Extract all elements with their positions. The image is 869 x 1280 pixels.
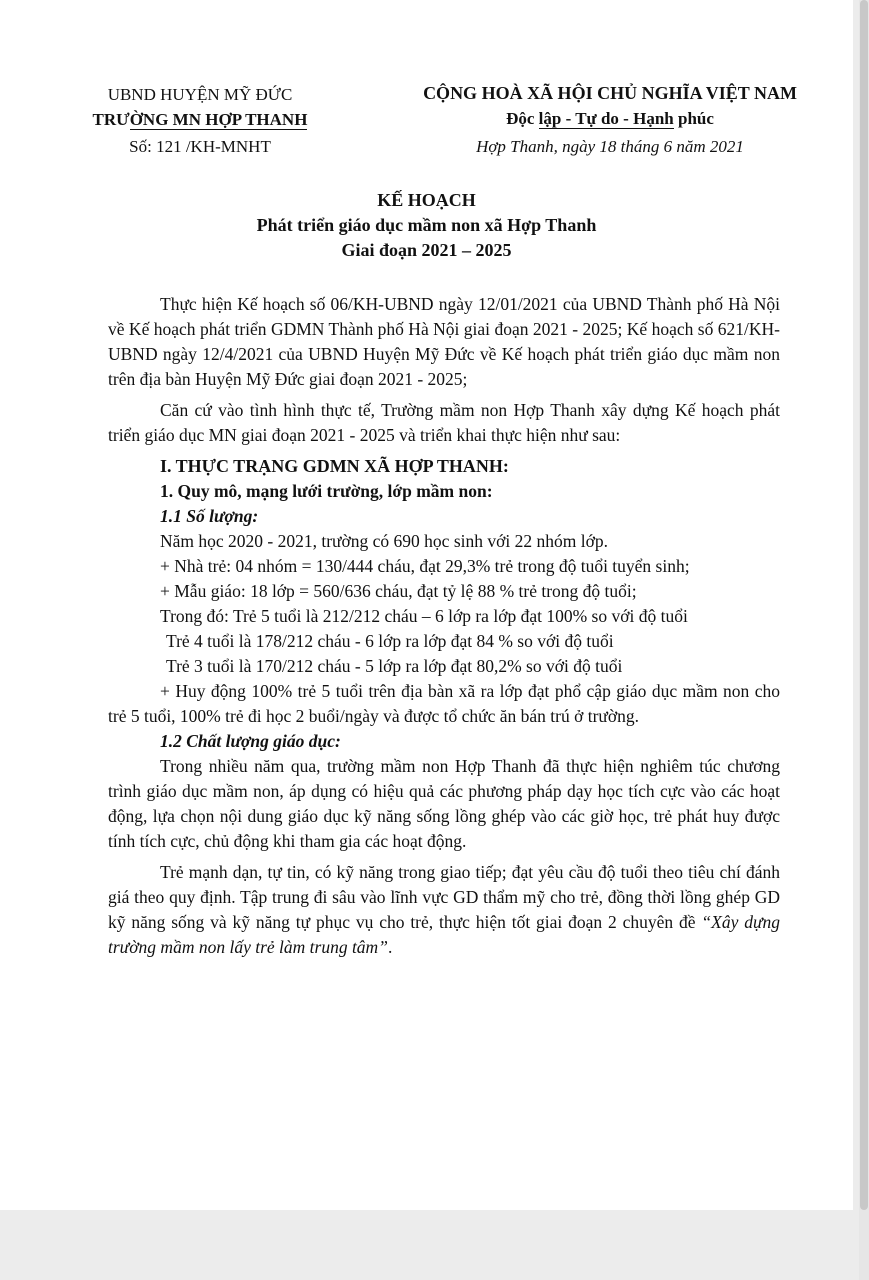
- scrollbar[interactable]: [859, 0, 869, 1280]
- text-line: Năm học 2020 - 2021, trường có 690 học sinh với 22 nhóm lớp.: [160, 531, 608, 551]
- school-name: [50, 107, 350, 132]
- document-title: [0, 188, 853, 263]
- paragraph: Căn cứ vào tình hình thực tế, Trường mầm non Hợp Thanh xây dựng Kế hoạch phát triển giáo dục MN giai đoạn 2021 - 2025 và triển khai thực hiện như sau:: [108, 400, 780, 445]
- text-line: Trẻ 4 tuổi là 178/212 cháu - 6 lớp ra lớp đạt 84 % so với độ tuổi: [166, 631, 614, 651]
- motto-underlined: lập - Tự do - Hạnh: [538, 109, 674, 128]
- subsubsection-heading: 1.1 Số lượng:: [160, 506, 259, 526]
- subsection-heading: 1. Quy mô, mạng lưới trường, lớp mầm non:: [160, 481, 493, 501]
- text-line: + Nhà trẻ: 04 nhóm = 130/444 cháu, đạt 29,3% trẻ trong độ tuổi tuyển sinh;: [160, 556, 690, 576]
- place-date: Hợp Thanh, ngày 18 tháng 6 năm 2021: [476, 137, 744, 156]
- motto-part: Độc: [506, 109, 539, 128]
- paragraph: [108, 860, 780, 960]
- text-line: + Mẫu giáo: 18 lớp = 560/636 cháu, đạt tỷ lệ 88 % trẻ trong độ tuổi;: [160, 581, 637, 601]
- title-main: KẾ HOẠCH: [377, 190, 476, 210]
- paragraph: + Huy động 100% trẻ 5 tuổi trên địa bàn xã ra lớp đạt phổ cập giáo dục mầm non cho trẻ 5 tuổi, 100% trẻ đi học 2 buổi/ngày và được tổ chức ăn bán trú ở trường.: [108, 681, 780, 726]
- document-number: Số: 121 /KH-MNHT: [129, 137, 271, 156]
- paragraph: Trong nhiều năm qua, trường mầm non Hợp Thanh đã thực hiện nghiêm túc chương trình giáo dục mầm non, áp dụng có hiệu quả các phương pháp dạy học tích cực vào các hoạt động, lựa chọn nội dung giáo dục kỹ năng sống lồng ghép vào các giờ học, trẻ phát huy được tính tích cực, chủ động khi tham gia các hoạt động.: [108, 756, 780, 851]
- document-body: [108, 292, 780, 960]
- page-gap: [0, 1210, 869, 1280]
- paragraph: Thực hiện Kế hoạch số 06/KH-UBND ngày 12/01/2021 của UBND Thành phố Hà Nội về Kế hoạch phát triển GDMN Thành phố Hà Nội giai đoạn 2021 - 2025; Kế hoạch số 621/KH-UBND ngày 12/4/2021 của UBND Huyện Mỹ Đức về Kế hoạch phát triển giáo dục mầm non trên địa bàn Huyện Mỹ Đức giai đoạn 2021 - 2025;: [108, 294, 780, 389]
- subsubsection-heading: 1.2 Chất lượng giáo dục:: [160, 731, 341, 751]
- school-name-underlined: ỜNG MN HỢP THANH: [129, 110, 308, 129]
- authority-name: UBND HUYỆN MỸ ĐỨC: [107, 85, 293, 104]
- text-line: Trẻ 3 tuổi là 170/212 cháu - 5 lớp ra lớp đạt 80,2% so với độ tuổi: [166, 656, 623, 676]
- scrollbar-thumb[interactable]: [860, 0, 868, 1210]
- text-line: Trong đó: Trẻ 5 tuổi là 212/212 cháu – 6 lớp ra lớp đạt 100% so với độ tuổi: [160, 606, 688, 626]
- paragraph-text: Trẻ mạnh dạn, tự tin, có kỹ năng trong giao tiếp; đạt yêu cầu độ tuổi theo tiêu chí đánh giá theo quy định. Tập trung đi sâu vào lĩnh vực GD thẩm mỹ cho trẻ, đồng thời lồng ghép GD kỹ năng sống và kỹ năng tự phục vụ cho trẻ, thực hiện tốt giai đoạn 2 chuyên đề: [108, 862, 780, 932]
- section-heading: I. THỰC TRẠNG GDMN XÃ HỢP THANH:: [160, 456, 509, 476]
- national-motto-block: [375, 80, 845, 160]
- quoted-topic: “Xây dựng trường mầm non lấy trẻ làm trung tâm”: [108, 912, 780, 957]
- paragraph-text: .: [387, 937, 393, 957]
- country-name: CỘNG HOÀ XÃ HỘI CHỦ NGHĨA VIỆT NAM: [423, 83, 797, 103]
- school-name-part: TRƯ: [92, 110, 130, 129]
- title-period: Giai đoạn 2021 – 2025: [341, 240, 512, 260]
- title-subject: Phát triển giáo dục mầm non xã Hợp Thanh: [256, 215, 597, 235]
- motto: [375, 106, 845, 132]
- motto-part: phúc: [673, 109, 714, 128]
- issuing-authority-block: [50, 82, 350, 159]
